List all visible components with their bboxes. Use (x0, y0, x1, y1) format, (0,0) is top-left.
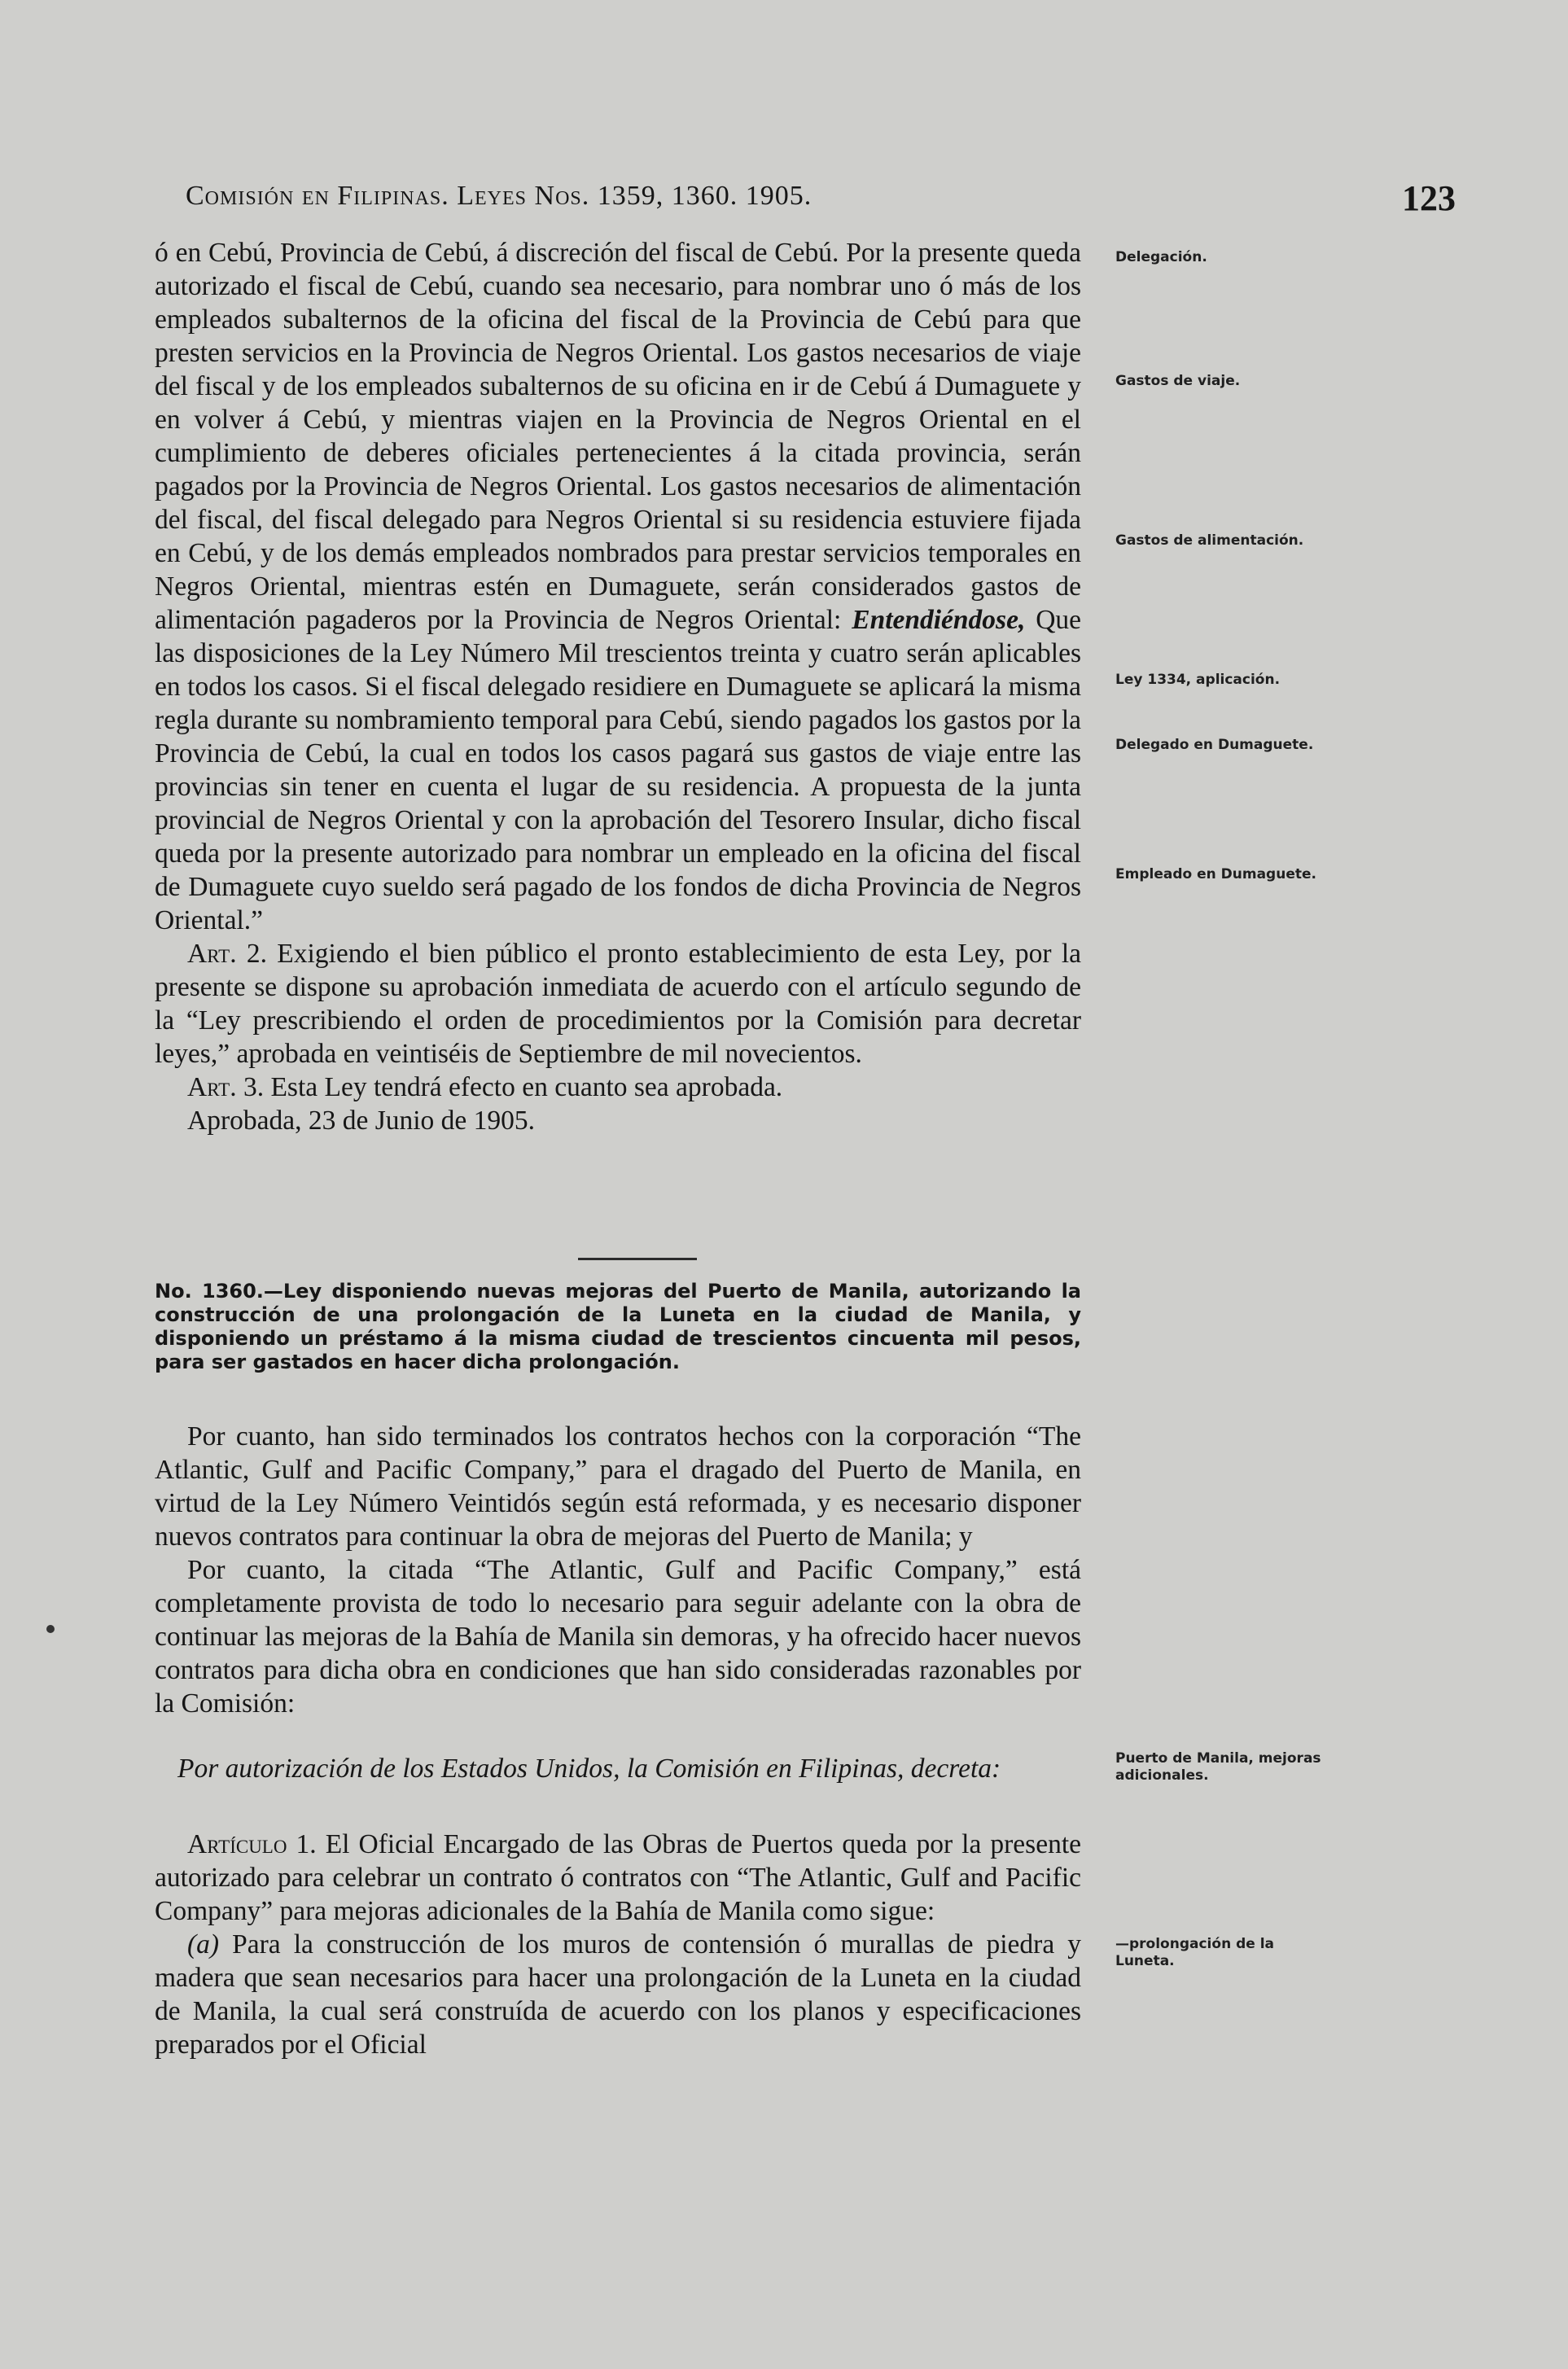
item-a (155, 1928, 1081, 2061)
enacting-clause: Por autorización de los Estados Unidos, la Comisión en Filipinas, decreta: (177, 1754, 1001, 1784)
article-label: Art. 3. (187, 1072, 265, 1102)
article-3 (155, 1071, 1081, 1104)
ink-speck (46, 1625, 55, 1633)
margin-note: —prolongación de la Luneta. (1115, 1936, 1275, 1969)
law-title: —Ley disponiendo nuevas mejoras del Puerto de Manila, autorizando la construcción de una prolongación de la Luneta en la ciudad de Manila, y disponiendo un préstamo á la misma ciudad de trescientos cincuenta mil pesos, para ser gastados en hacer dicha prolongación. (155, 1280, 1081, 1373)
margin-note: Gastos de alimentación. (1115, 532, 1304, 549)
law-1360-body (155, 1420, 1081, 1720)
running-title: Comisión en Filipinas. Leyes Nos. 1359, 1360. 1905. (186, 181, 812, 211)
item-label: (a) (187, 1929, 220, 1960)
paragraph-text: Que las disposiciones de la Ley Número Mil trescientos treinta y cuatro serán aplicables en todos los casos. Si el fiscal delegado residiere en Dumaguete se aplicará la misma regla durante su nombramiento temporal para Cebú, siendo pagados los gastos por la Provincia de Cebú, la cual en todos los casos pagará sus gastos de viaje entre las provincias sin tener en cuenta el lugar de su residencia. A propuesta de la junta provincial de Negros Oriental y con la aprobación del Tesorero Insular, dicho fiscal queda por la presente autorizado para nombrar un empleado en la oficina del fiscal de Dumaguete cuyo sueldo será pagado de los fondos de dicha Provincia de Negros Oriental.” (155, 605, 1081, 935)
page-number: 123 (1402, 178, 1456, 218)
article-label: Artículo 1. (187, 1829, 317, 1859)
section-divider (578, 1258, 697, 1260)
whereas-2: Por cuanto, la citada “The Atlantic, Gulf and Pacific Company,” está completamente provista de todo lo necesario para seguir adelante con la obra de continuar las mejoras de la Bahía de Manila sin demoras, y ha ofrecido hacer nuevos contratos para dicha obra en condiciones que han sido consideradas razonables por la Comisión: (155, 1555, 1081, 1719)
margin-note: Empleado en Dumaguete. (1115, 866, 1316, 882)
article-text: Esta Ley tendrá efecto en cuanto sea aprobada. (270, 1072, 783, 1102)
margin-note: Delegado en Dumaguete. (1115, 737, 1314, 753)
margin-note: Puerto de Manila, mejoras adicionales. (1115, 1750, 1321, 1784)
margin-note: Gastos de viaje. (1115, 373, 1241, 389)
article-2 (155, 937, 1081, 1071)
article-1 (155, 1828, 1081, 1928)
running-header (186, 173, 1456, 221)
margin-note: Ley 1334, aplicación. (1115, 672, 1281, 688)
law-1360-heading (155, 1280, 1081, 1374)
whereas-1: Por cuanto, han sido terminados los contratos hechos con la corporación “The Atlantic, Gulf and Pacific Company,” para el dragado del Puerto de Manila, en virtud de la Ley Número Veintidós según está reformada, y es necesario disponer nuevos contratos para continuar la obra de mejoras del Puerto de Manila; y (155, 1421, 1081, 1552)
margin-note: Delegación. (1115, 249, 1207, 265)
proviso-word: Entendiéndose, (852, 605, 1026, 635)
law-1360-articles (155, 1828, 1081, 2061)
item-text: Para la construcción de los muros de contensión ó murallas de piedra y madera que sean necesarios para hacer una prolongación de la Luneta en la ciudad de Manila, la cual será construída de acuerdo con los planos y especificaciones preparados por el Oficial (155, 1929, 1082, 2060)
law-1359-continuation (155, 236, 1081, 1137)
paragraph (155, 236, 1081, 937)
approval-date: Aprobada, 23 de Junio de 1905. (187, 1106, 536, 1136)
law-number: No. 1360. (155, 1280, 264, 1303)
enacting-clause-block (155, 1752, 1081, 1785)
article-text: Exigiendo el bien público el pronto establecimiento de esta Ley, por la presente se dispone su aprobación inmediata de acuerdo con el artículo segundo de la “Ley prescribiendo el orden de procedimientos por la Comisión para decretar leyes,” aprobada en veintiséis de Septiembre de mil novecientos. (155, 939, 1082, 1069)
article-text: El Oficial Encargado de las Obras de Puertos queda por la presente autorizado para celebrar un contrato ó contratos con “The Atlantic, Gulf and Pacific Company” para mejoras adicionales de la Bahía de Manila como sigue: (155, 1829, 1081, 1926)
article-label: Art. 2. (187, 939, 267, 969)
paragraph-text: ó en Cebú, Provincia de Cebú, á discreción del fiscal de Cebú. Por la presente queda autorizado el fiscal de Cebú, cuando sea necesario, para nombrar uno ó más de los empleados subalternos de la oficina del fiscal de la Provincia de Cebú para que presten servicios en la Provincia de Negros Oriental. Los gastos necesarios de viaje del fiscal y de los empleados subalternos de su oficina en ir de Cebú á Dumaguete y en volver á Cebú, y mientras viajen en la Provincia de Negros Oriental en el cumplimiento de deberes oficiales pertenecientes á la citada provincia, serán pagados por la Provincia de Negros Oriental. Los gastos necesarios de alimentación del fiscal, del fiscal delegado para Negros Oriental si su residencia estuviere fijada en Cebú, y de los demás empleados nombrados para prestar servicios temporales en Negros Oriental, mientras estén en Dumaguete, serán considerados gastos de alimentación pagaderos por la Provincia de Negros Oriental: (155, 238, 1081, 635)
